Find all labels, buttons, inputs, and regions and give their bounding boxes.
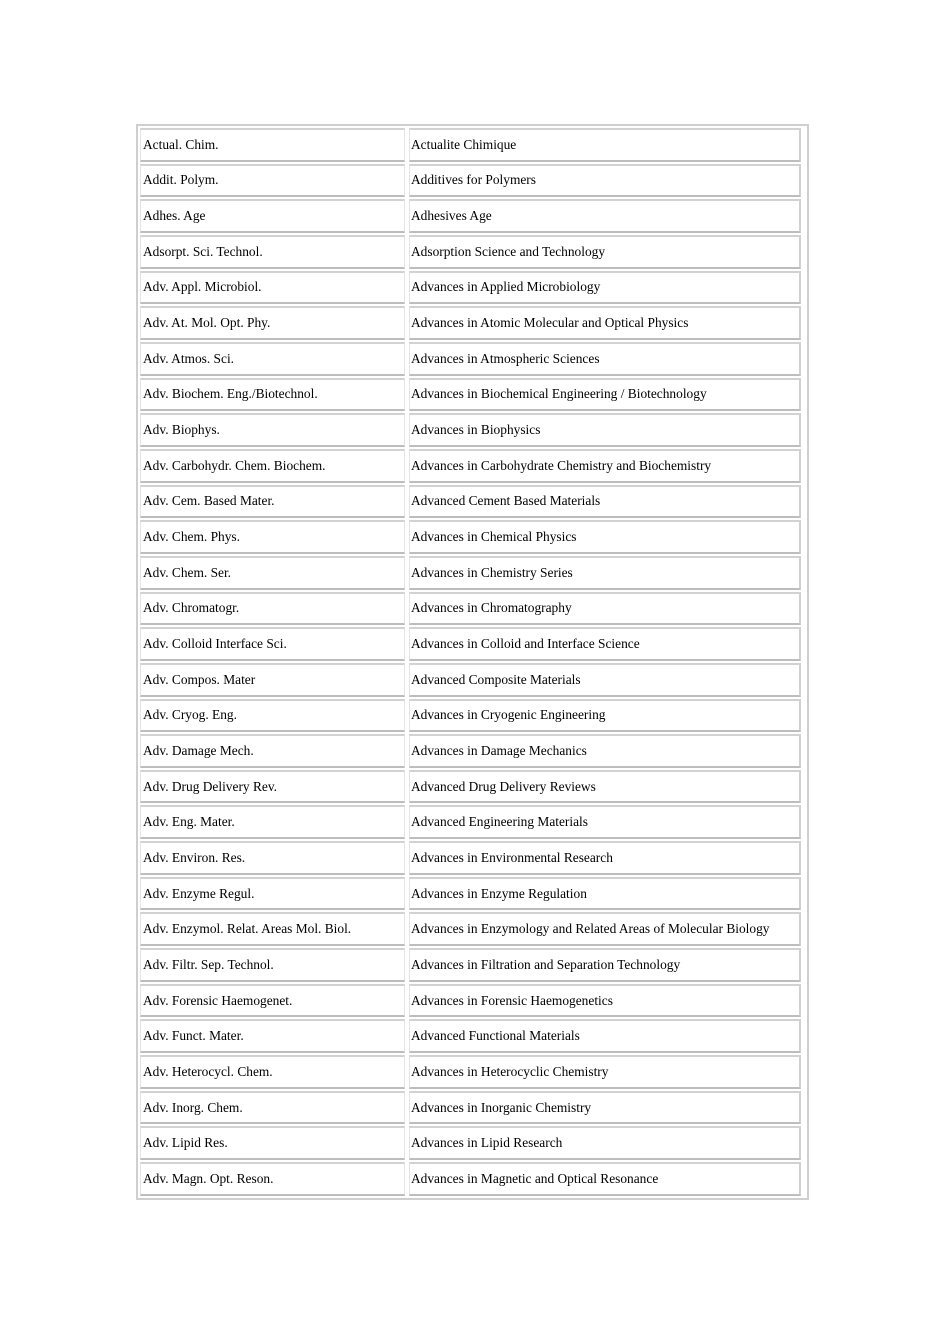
table-row <box>140 1055 805 1089</box>
abbreviation-cell: Adv. Enzyme Regul. <box>140 877 405 911</box>
table-row <box>140 520 805 554</box>
abbreviation-cell: Adv. Cem. Based Mater. <box>140 485 405 519</box>
journal-abbreviation-table <box>136 124 809 1200</box>
abbreviation-cell: Adv. Eng. Mater. <box>140 805 405 839</box>
full-title-cell: Advances in Biophysics <box>409 413 801 447</box>
full-title-cell: Advances in Applied Microbiology <box>409 271 801 305</box>
abbreviation-cell: Actual. Chim. <box>140 128 405 162</box>
table-row <box>140 770 805 804</box>
full-title-cell: Advances in Environmental Research <box>409 841 801 875</box>
full-title-cell: Advances in Atmospheric Sciences <box>409 342 801 376</box>
abbreviation-cell: Adv. Heterocycl. Chem. <box>140 1055 405 1089</box>
table-row <box>140 1162 805 1196</box>
abbreviation-cell: Adsorpt. Sci. Technol. <box>140 235 405 269</box>
full-title-cell: Actualite Chimique <box>409 128 801 162</box>
abbreviation-cell: Adv. Environ. Res. <box>140 841 405 875</box>
abbreviation-cell: Adv. Magn. Opt. Reson. <box>140 1162 405 1196</box>
table-row <box>140 164 805 198</box>
full-title-cell: Advances in Chemistry Series <box>409 556 801 590</box>
full-title-cell: Advanced Engineering Materials <box>409 805 801 839</box>
abbreviation-cell: Adv. Atmos. Sci. <box>140 342 405 376</box>
table-row <box>140 627 805 661</box>
table-row <box>140 342 805 376</box>
abbreviation-cell: Adv. Drug Delivery Rev. <box>140 770 405 804</box>
abbreviation-cell: Adv. At. Mol. Opt. Phy. <box>140 306 405 340</box>
full-title-cell: Adhesives Age <box>409 199 801 233</box>
abbreviation-cell: Adv. Damage Mech. <box>140 734 405 768</box>
full-title-cell: Adsorption Science and Technology <box>409 235 801 269</box>
abbreviation-cell: Adv. Enzymol. Relat. Areas Mol. Biol. <box>140 912 405 946</box>
full-title-cell: Advances in Heterocyclic Chemistry <box>409 1055 801 1089</box>
table-row <box>140 1126 805 1160</box>
abbreviation-cell: Adhes. Age <box>140 199 405 233</box>
full-title-cell: Advances in Atomic Molecular and Optical Physics <box>409 306 801 340</box>
table-row <box>140 805 805 839</box>
table-row <box>140 199 805 233</box>
abbreviation-cell: Adv. Biophys. <box>140 413 405 447</box>
abbreviation-cell: Adv. Filtr. Sep. Technol. <box>140 948 405 982</box>
full-title-cell: Advances in Biochemical Engineering / Biotechnology <box>409 378 801 412</box>
table-row <box>140 663 805 697</box>
abbreviation-cell: Adv. Carbohydr. Chem. Biochem. <box>140 449 405 483</box>
full-title-cell: Advances in Cryogenic Engineering <box>409 699 801 733</box>
full-title-cell: Advances in Colloid and Interface Science <box>409 627 801 661</box>
abbreviation-cell: Adv. Chromatogr. <box>140 592 405 626</box>
table-row <box>140 556 805 590</box>
table-row <box>140 378 805 412</box>
table-row <box>140 271 805 305</box>
table-row <box>140 235 805 269</box>
table-row <box>140 413 805 447</box>
full-title-cell: Advances in Forensic Haemogenetics <box>409 984 801 1018</box>
full-title-cell: Advanced Composite Materials <box>409 663 801 697</box>
table-row <box>140 449 805 483</box>
table-row <box>140 1019 805 1053</box>
abbreviation-cell: Adv. Appl. Microbiol. <box>140 271 405 305</box>
abbreviation-cell: Adv. Funct. Mater. <box>140 1019 405 1053</box>
full-title-cell: Advances in Inorganic Chemistry <box>409 1091 801 1125</box>
table-row <box>140 734 805 768</box>
full-title-cell: Advances in Chemical Physics <box>409 520 801 554</box>
table-row <box>140 485 805 519</box>
full-title-cell: Additives for Polymers <box>409 164 801 198</box>
full-title-cell: Advanced Functional Materials <box>409 1019 801 1053</box>
table-row <box>140 699 805 733</box>
table-row <box>140 128 805 162</box>
full-title-cell: Advances in Chromatography <box>409 592 801 626</box>
full-title-cell: Advances in Damage Mechanics <box>409 734 801 768</box>
abbreviation-cell: Adv. Forensic Haemogenet. <box>140 984 405 1018</box>
table-row <box>140 841 805 875</box>
abbreviation-cell: Adv. Inorg. Chem. <box>140 1091 405 1125</box>
abbreviation-cell: Adv. Lipid Res. <box>140 1126 405 1160</box>
full-title-cell: Advanced Drug Delivery Reviews <box>409 770 801 804</box>
full-title-cell: Advances in Carbohydrate Chemistry and Biochemistry <box>409 449 801 483</box>
table-row <box>140 1091 805 1125</box>
abbreviation-cell: Adv. Cryog. Eng. <box>140 699 405 733</box>
table-row <box>140 984 805 1018</box>
abbreviation-cell: Adv. Biochem. Eng./Biotechnol. <box>140 378 405 412</box>
table-row <box>140 306 805 340</box>
table-row <box>140 877 805 911</box>
full-title-cell: Advances in Magnetic and Optical Resonance <box>409 1162 801 1196</box>
full-title-cell: Advances in Filtration and Separation Technology <box>409 948 801 982</box>
table-row <box>140 948 805 982</box>
abbreviation-cell: Adv. Colloid Interface Sci. <box>140 627 405 661</box>
table-row <box>140 592 805 626</box>
full-title-cell: Advances in Enzyme Regulation <box>409 877 801 911</box>
abbreviation-cell: Adv. Chem. Phys. <box>140 520 405 554</box>
abbreviation-cell: Adv. Compos. Mater <box>140 663 405 697</box>
full-title-cell: Advanced Cement Based Materials <box>409 485 801 519</box>
table-row <box>140 912 805 946</box>
abbreviation-cell: Adv. Chem. Ser. <box>140 556 405 590</box>
full-title-cell: Advances in Enzymology and Related Areas of Molecular Biology <box>409 912 801 946</box>
abbreviation-cell: Addit. Polym. <box>140 164 405 198</box>
full-title-cell: Advances in Lipid Research <box>409 1126 801 1160</box>
